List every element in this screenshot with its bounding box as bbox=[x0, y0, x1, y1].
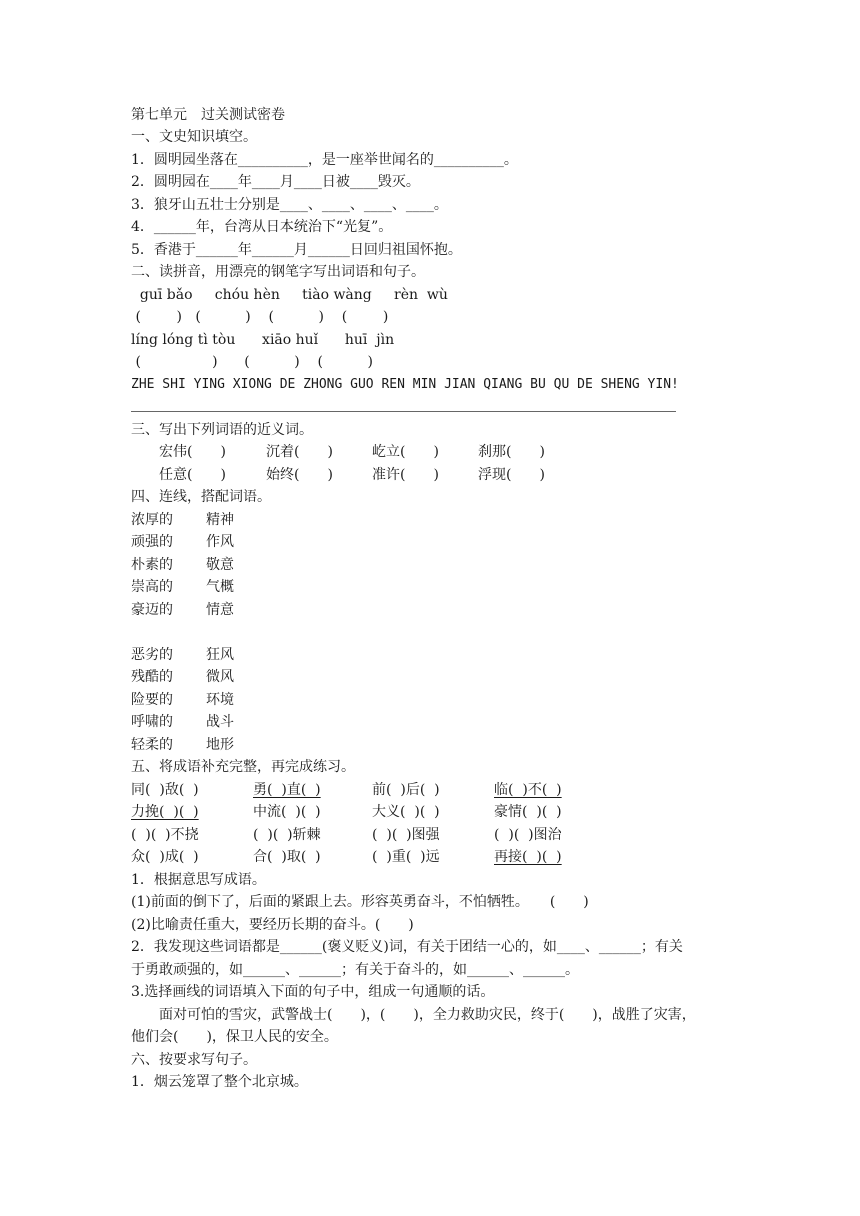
brackets-line-2: ( ) ( ) ( ) bbox=[131, 354, 373, 370]
match-left: 豪迈的 bbox=[131, 602, 173, 618]
s1-item-5: 5．香港于______年______月______日回归祖国怀抱。 bbox=[131, 242, 462, 258]
synonym-item: 沉着( ) bbox=[266, 444, 333, 460]
match-right: 作风 bbox=[206, 534, 234, 550]
match-left: 恶劣的 bbox=[131, 647, 173, 663]
idiom-cell: 豪情( )( ) bbox=[494, 804, 562, 820]
s5-question-1a: (1)前面的倒下了，后面的紧跟上去。形容英勇奋斗，不怕牺牲。 ( ) bbox=[131, 894, 589, 910]
s5-question-3b: 他们会( )，保卫人民的安全。 bbox=[131, 1029, 338, 1045]
idiom-cell: 前( )后( ) bbox=[372, 782, 440, 798]
match-right: 精神 bbox=[206, 512, 234, 528]
synonym-item: 准许( ) bbox=[372, 467, 439, 483]
s5-question-3: 3.选择画线的词语填入下面的句子中，组成一句通顺的话。 bbox=[131, 984, 495, 1000]
match-right: 气概 bbox=[206, 579, 234, 595]
synonym-item: 浮现( ) bbox=[478, 467, 545, 483]
section-6-heading: 六、按要求写句子。 bbox=[131, 1052, 257, 1068]
s5-question-2b: 于勇敢顽强的，如______、______；有关于奋斗的，如______、______。 bbox=[131, 962, 579, 978]
match-left: 崇高的 bbox=[131, 579, 173, 595]
match-right: 敬意 bbox=[206, 557, 234, 573]
match-left: 呼啸的 bbox=[131, 714, 173, 730]
idiom-cell: 同( )敌( ) bbox=[131, 782, 199, 798]
section-2-heading: 二、读拼音，用漂亮的钢笔字写出词语和句子。 bbox=[131, 264, 425, 280]
idiom-cell: ( )( )不挠 bbox=[131, 827, 199, 843]
s5-question-1b: (2)比喻责任重大，要经历长期的奋斗。( ) bbox=[131, 917, 414, 933]
s5-question-3a: 面对可怕的雪灾，武警战士( )，( )，全力救助灾民，终于( )，战胜了灾害， bbox=[131, 1007, 696, 1023]
synonym-item: 任意( ) bbox=[159, 467, 226, 483]
synonym-item: 屹立( ) bbox=[372, 444, 439, 460]
idiom-cell: ( )( )图治 bbox=[494, 827, 562, 843]
match-left: 浓厚的 bbox=[131, 512, 173, 528]
idiom-cell-underlined: 勇( )直( ) bbox=[253, 782, 321, 798]
synonym-item: 始终( ) bbox=[266, 467, 333, 483]
match-left: 险要的 bbox=[131, 692, 173, 708]
pinyin-line-2: líng lóng tì tòu xiāo huǐ huī jìn bbox=[131, 332, 395, 348]
section-1-heading: 一、文史知识填空。 bbox=[131, 129, 257, 145]
match-left: 轻柔的 bbox=[131, 737, 173, 753]
s5-question-2a: 2．我发现这些词语都是______(褒义贬义)词，有关于团结一心的，如____、______；有关 bbox=[131, 939, 683, 955]
section-3-heading: 三、写出下列词语的近义词。 bbox=[131, 422, 313, 438]
s1-item-4: 4．______年，台湾从日本统治下“光复”。 bbox=[131, 219, 393, 235]
s6-question-1: 1．烟云笼罩了整个北京城。 bbox=[131, 1074, 308, 1090]
match-right: 情意 bbox=[206, 602, 234, 618]
idiom-cell-underlined: 力挽( )( ) bbox=[131, 804, 199, 820]
pinyin-line-1: guī bǎo chóu hèn tiào wàng rèn wù bbox=[131, 287, 448, 303]
idiom-cell: ( )重( )远 bbox=[372, 849, 440, 865]
s1-item-1: 1．圆明园坐落在__________，是一座举世闻名的__________。 bbox=[131, 152, 518, 168]
idiom-cell: 合( )取( ) bbox=[253, 849, 321, 865]
match-right: 战斗 bbox=[206, 714, 234, 730]
idiom-cell: 大义( )( ) bbox=[372, 804, 440, 820]
s1-item-3: 3．狼牙山五壮士分别是____、____、____、____。 bbox=[131, 197, 448, 213]
section-5-heading: 五、将成语补充完整，再完成练习。 bbox=[131, 759, 355, 775]
idiom-cell: ( )( )图强 bbox=[372, 827, 440, 843]
match-right: 地形 bbox=[206, 737, 234, 753]
idiom-cell-underlined: 再接( )( ) bbox=[494, 849, 562, 865]
synonym-item: 刹那( ) bbox=[478, 444, 545, 460]
idiom-cell: 众( )成( ) bbox=[131, 849, 199, 865]
match-right: 狂风 bbox=[206, 647, 234, 663]
answer-line bbox=[131, 411, 676, 412]
s1-item-2: 2．圆明园在____年____月____日被____毁灭。 bbox=[131, 174, 420, 190]
match-left: 残酷的 bbox=[131, 669, 173, 685]
idiom-cell: ( )( )斩棘 bbox=[253, 827, 321, 843]
match-right: 微风 bbox=[206, 669, 234, 685]
pinyin-sentence: ZHE SHI YING XIONG DE ZHONG GUO REN MIN JIAN QIANG BU QU DE SHENG YIN! bbox=[131, 377, 679, 392]
match-left: 朴素的 bbox=[131, 557, 173, 573]
idiom-cell-underlined: 临( )不( ) bbox=[494, 782, 562, 798]
match-left: 顽强的 bbox=[131, 534, 173, 550]
page-title: 第七单元 过关测试密卷 bbox=[131, 107, 285, 123]
section-4-heading: 四、连线，搭配词语。 bbox=[131, 489, 271, 505]
brackets-line-1: ( ) ( ) ( ) ( ) bbox=[131, 309, 389, 325]
synonym-item: 宏伟( ) bbox=[159, 444, 226, 460]
s5-question-1: 1．根据意思写成语。 bbox=[131, 872, 266, 888]
match-right: 环境 bbox=[206, 692, 234, 708]
idiom-cell: 中流( )( ) bbox=[253, 804, 321, 820]
